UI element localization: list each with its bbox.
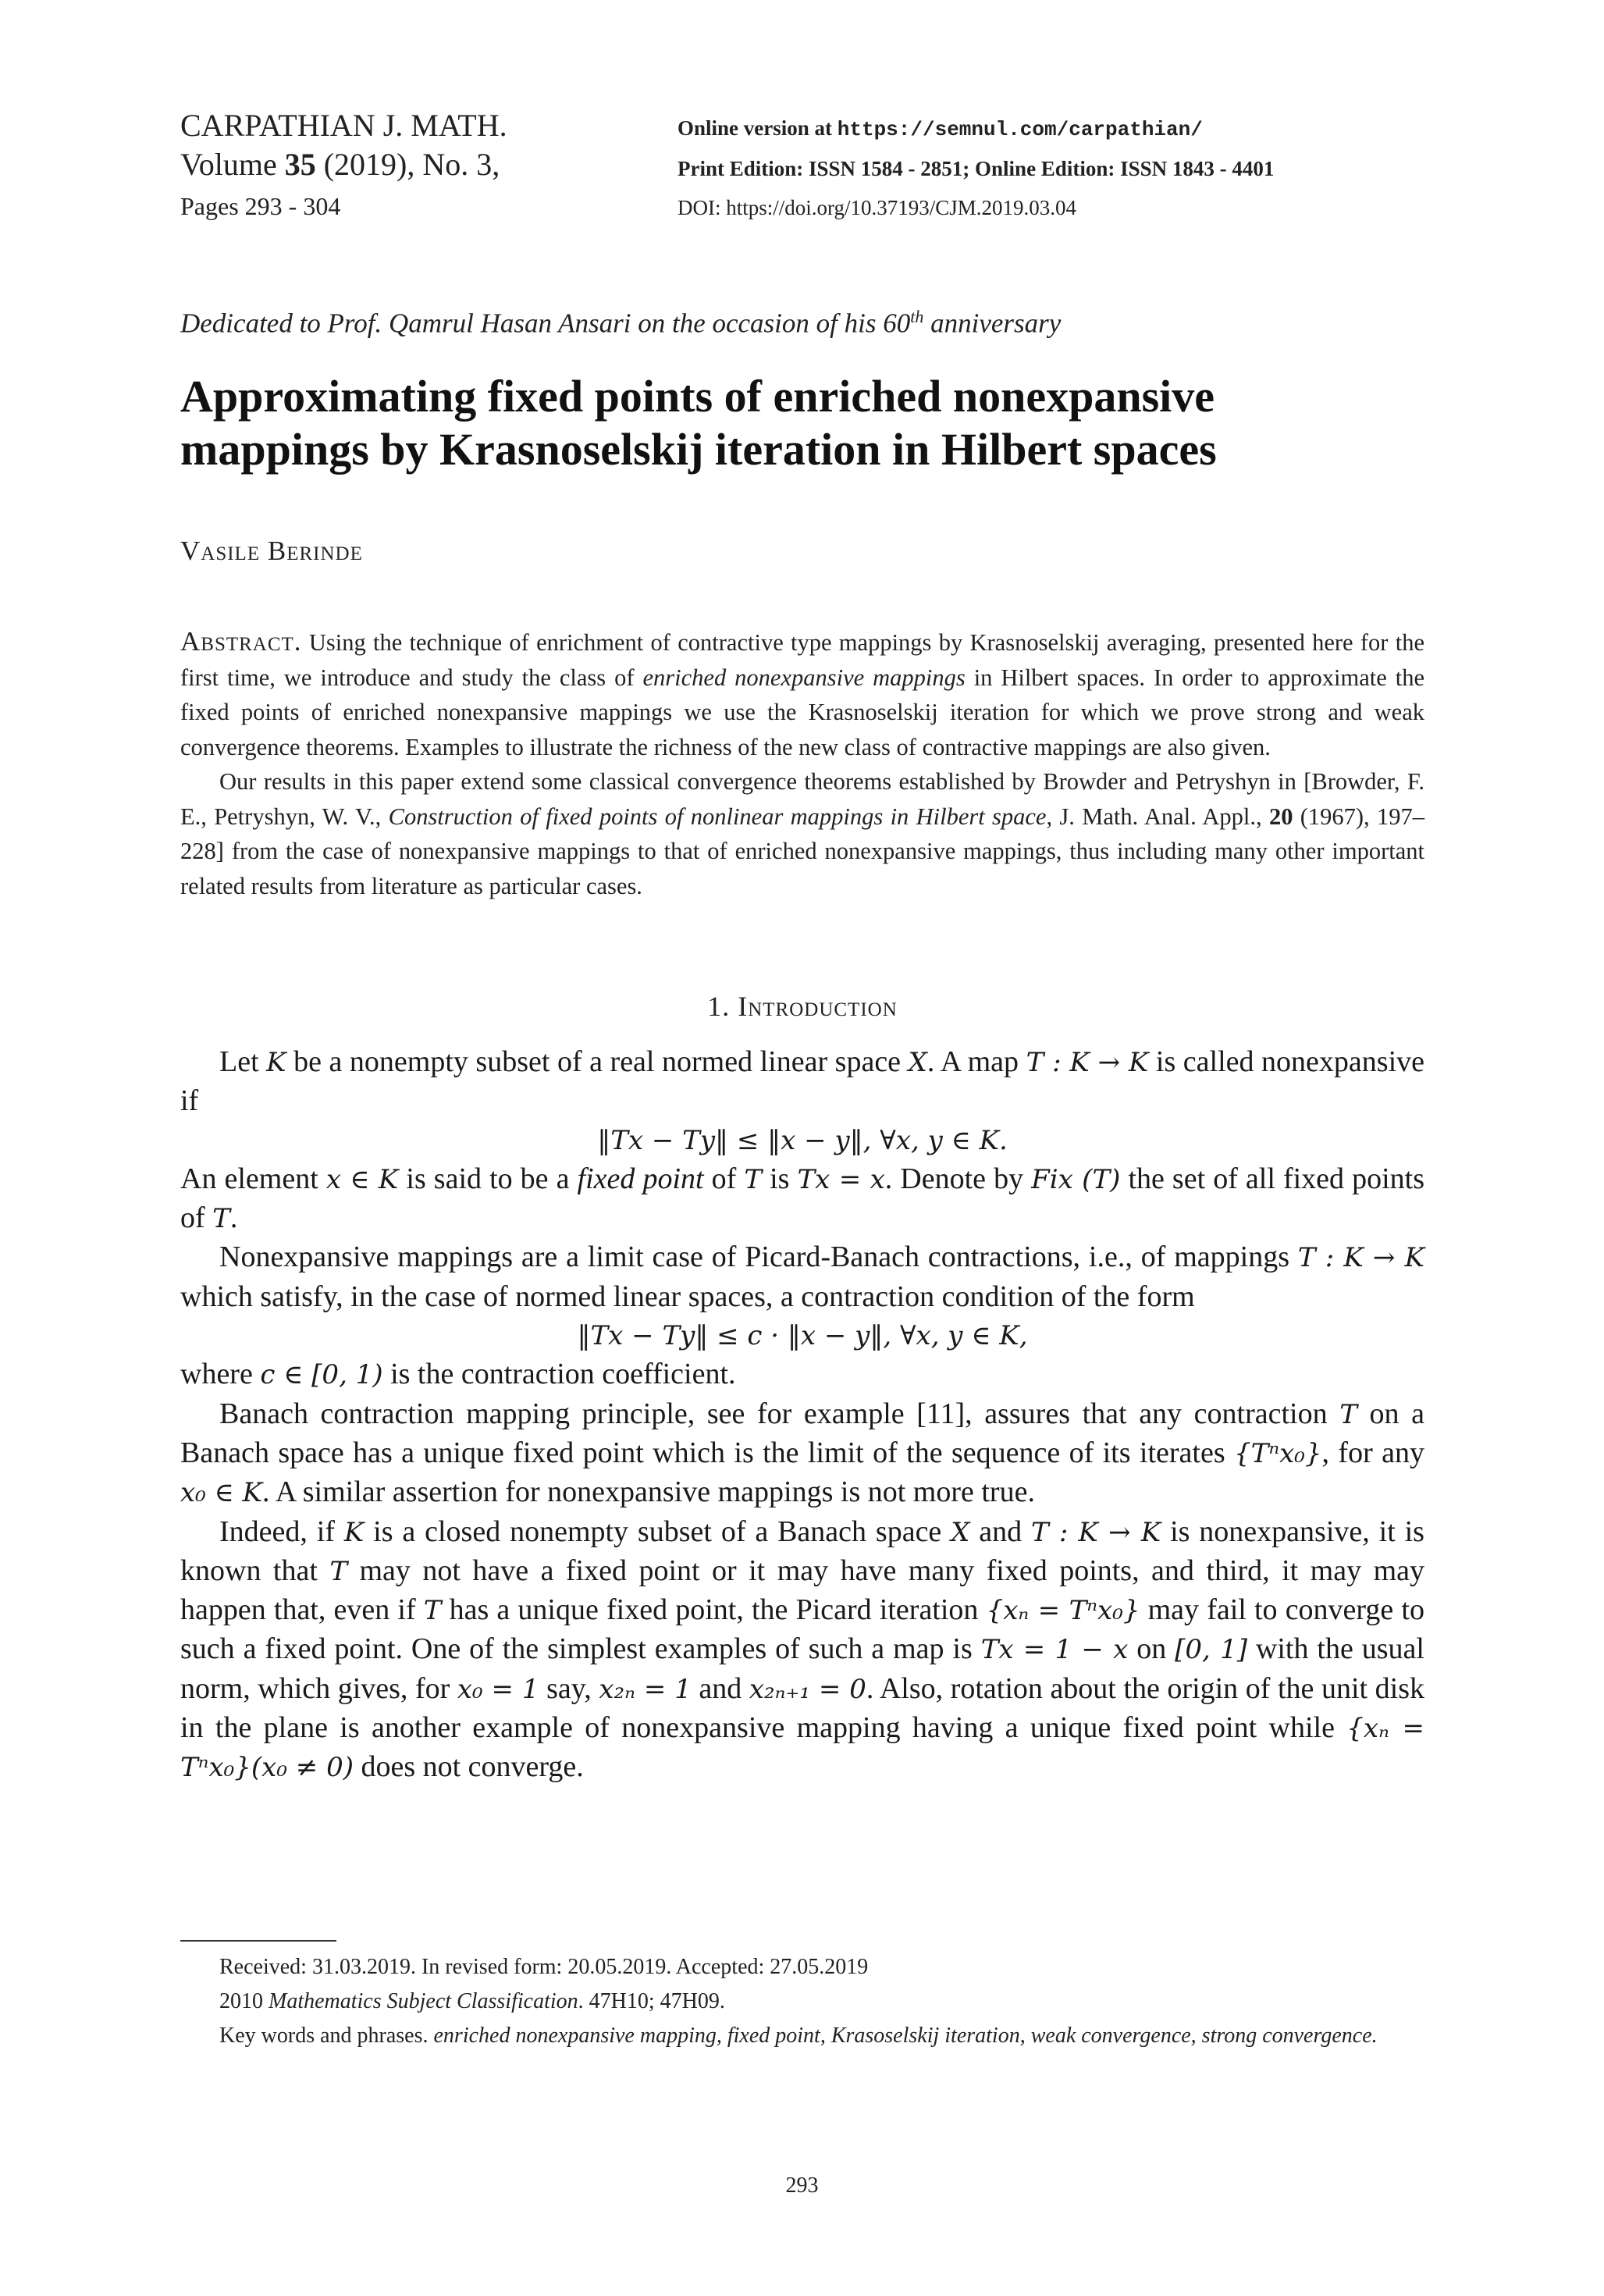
doi-link[interactable]: DOI: https://doi.org/10.37193/CJM.2019.03.04 [678,196,1077,219]
issn-info: Print Edition: ISSN 1584 - 2851; Online Edition: ISSN 1843 - 4401 [678,157,1275,180]
body-paragraph-2: An element x ∈ K is said to be a fixed point of T is Tx = x. Denote by Fix (T) the set of all fixed points of T. [180,1162,1424,1235]
footnotes [180,1950,1424,2053]
footnote-msc: 2010 Mathematics Subject Classification. 47H10; 47H09. [219,1989,725,2013]
body-paragraph-3: Nonexpansive mappings are a limit case of Picard-Banach contractions, i.e., of mappings T : K → K which satisfy, in the case of normed linear spaces, a contraction condition of the form [180,1241,1424,1313]
journal-volume: Volume 35 (2019), No. 3, [180,147,500,182]
journal-header [180,106,649,223]
body-paragraph-6: Indeed, if K is a closed nonempty subset of a Banach space X and T : K → K is nonexpansive, it is known that T may not have a fixed point or it may have many fixed points, and third, it may may happen that, even if T has a unique fixed point, the Picard iteration {xₙ = Tⁿx₀} may fail to converge to such a fixed point. One of the simplest examples of such a map is Tx = 1 − x on [0, 1] with the usual norm, which gives, for x₀ = 1 say, x₂ₙ = 1 and x₂ₙ₊₁ = 0. Also, rotation about the origin of the unit disk in the plane is another example of nonexpansive mapping having a unique fixed point while {xₙ = Tⁿx₀}(x₀ ≠ 0) does not converge. [180,1515,1425,1784]
footnote-separator [180,1940,336,1942]
online-url-link[interactable]: https://semnul.com/carpathian/ [837,118,1203,141]
online-version: Online version at https://semnul.com/carpathian/ [678,116,1203,141]
abstract-paragraph-1: Abstract. Using the technique of enrichment of contractive type mappings by Krasnoselskij averaging, presented here for the first time, we introduce and study the class of enriched nonexpansive mappings in Hilbert spaces. In order to approximate the fixed points of enriched nonexpansive mappings we use the Krasnoselskij iteration for which we prove strong and weak convergence theorems. Examples to illustrate the richness of the new class of contractive mappings are also given. [180,626,1424,760]
title-line-2: mappings by Krasnoselskij iteration in Hilbert spaces [180,424,1217,475]
body-paragraph-1: Let K be a nonempty subset of a real normed linear space X. A map T : K → K is called nonexpansive if [180,1045,1424,1118]
abstract-heading: Abstract. [180,626,302,657]
body-paragraph-5: Banach contraction mapping principle, see for example [11], assures that any contraction T on a Banach space has a unique fixed point which is the limit of the sequence of its iterates {Tⁿx₀}, for any x₀ ∈ K. A similar assertion for nonexpansive mappings is not more true. [180,1397,1424,1509]
author-name: Vasile Berinde [180,536,363,566]
footnote-received: Received: 31.03.2019. In revised form: 20.05.2019. Accepted: 27.05.2019 [219,1955,869,1979]
volume-number: 35 [284,147,316,182]
paper-title [180,370,1445,476]
publication-info [678,109,1458,227]
journal-pages: Pages 293 - 304 [180,192,341,220]
body-paragraph-4: where c ∈ [0, 1) is the contraction coefficient. [180,1358,736,1391]
title-line-1: Approximating fixed points of enriched nonexpansive [180,371,1215,422]
body-text [180,1043,1424,1788]
dedication: Dedicated to Prof. Qamrul Hasan Ansari on the occasion of his 60th anniversary [180,307,1062,339]
journal-name: CARPATHIAN J. MATH. [180,108,507,143]
abstract-paragraph-2: Our results in this paper extend some classical convergence theorems established by Browder and Petryshyn in [Browder, F. E., Petryshyn, W. V., Construction of fixed points of nonlinear mappings in Hilbert space, J. Math. Anal. Appl., 20 (1967), 197–228] from the case of nonexpansive mappings to that of enriched nonexpansive mappings, thus including many other important related results from literature as particular cases. [180,768,1424,899]
section-heading: 1. Introduction [707,991,898,1022]
page-number: 293 [785,2173,819,2198]
equation-contraction: ‖Tx − Ty‖ ≤ c · ‖x − y‖, ∀x, y ∈ K, [577,1320,1028,1352]
footnote-keywords: Key words and phrases. enriched nonexpansive mapping, fixed point, Krasoselskij iteration, weak convergence, strong convergence. [219,2024,1378,2048]
abstract [180,625,1424,903]
equation-nonexpansive: ‖Tx − Ty‖ ≤ ‖x − y‖, ∀x, y ∈ K. [597,1124,1008,1156]
